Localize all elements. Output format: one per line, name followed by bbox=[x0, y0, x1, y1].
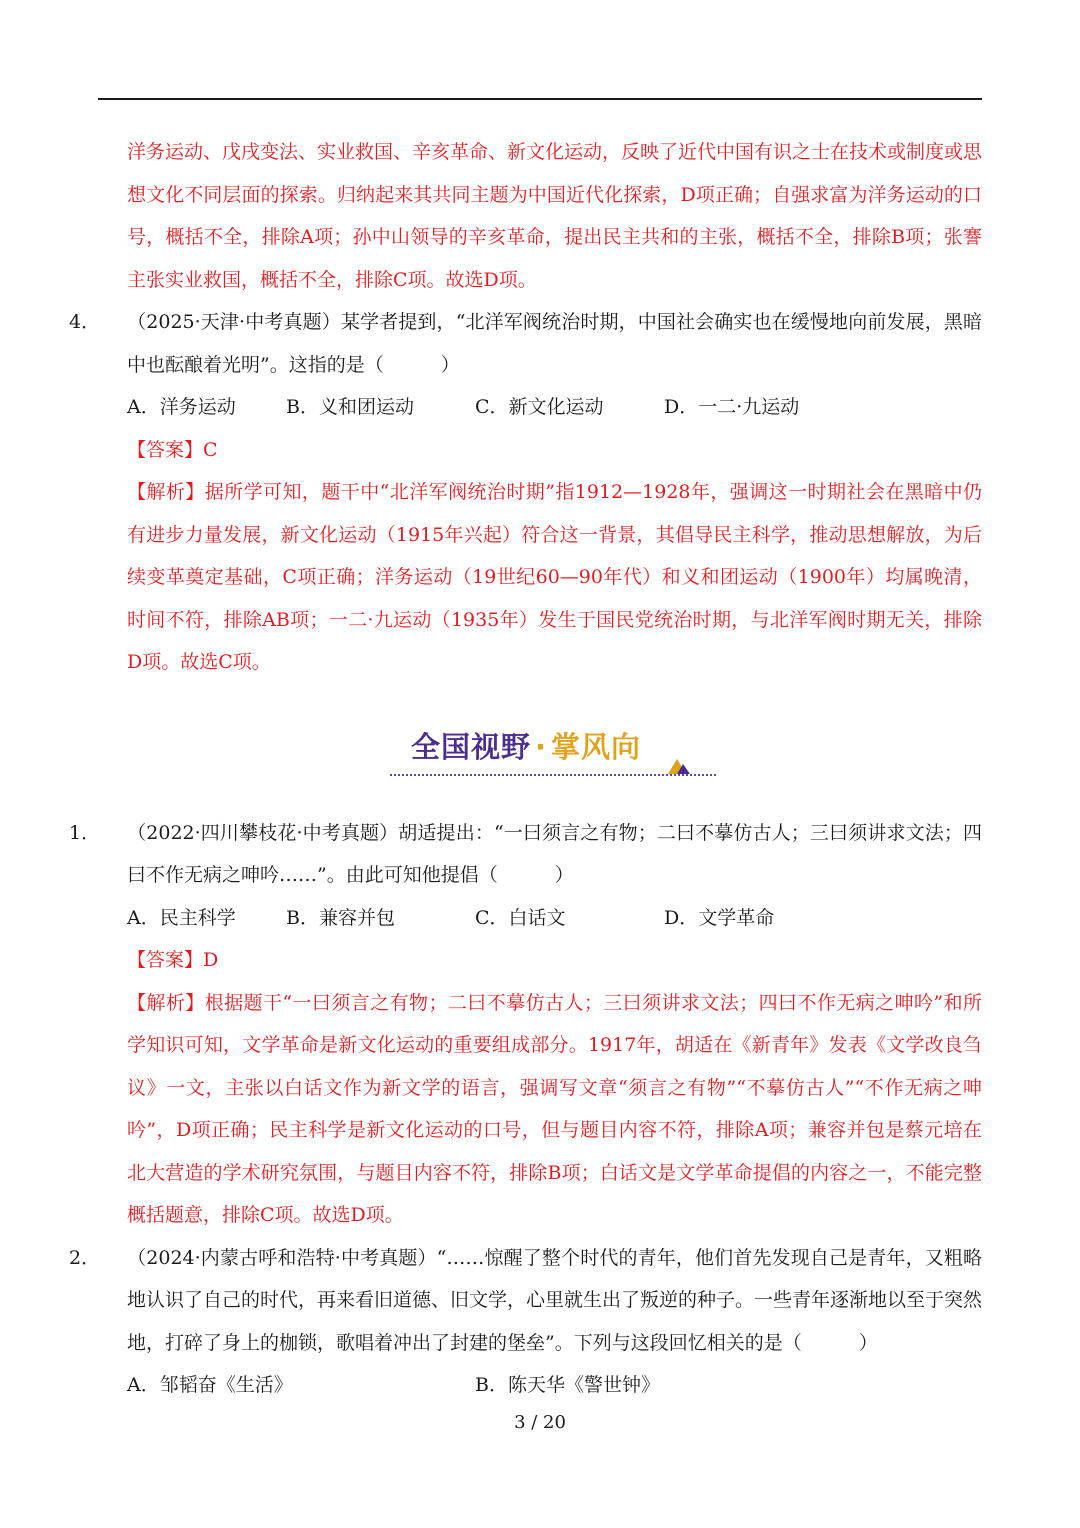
q1-option-d: D．文学革命 bbox=[664, 906, 775, 929]
q2-options bbox=[98, 1364, 982, 1407]
q1-stem-text: （2022·四川攀枝花·中考真题）胡适提出：“一曰须言之有物；二曰不摹仿古人；三曰须讲求文法；四曰不作无病之呻吟……”。由此可知他提倡（ ） bbox=[127, 821, 982, 886]
q3-analysis-tail: 洋务运动、戊戌变法、实业救国、辛亥革命、新文化运动，反映了近代中国有识之士在技术或制度或思想文化不同层面的探索。归纳起来其共同主题为中国近代化探索，D项正确；自强求富为洋务运动的口号，概括不全，排除A项；孙中山领导的辛亥革命，提出民主共和的主张，概括不全，排除B项；张謇主张实业救国，概括不全，排除C项。故选D项。 bbox=[127, 141, 983, 291]
q4-option-b: B．义和团运动 bbox=[286, 396, 414, 418]
q1-number: 1． bbox=[69, 821, 101, 844]
page-number: 3 / 20 bbox=[514, 1412, 566, 1433]
q1-options bbox=[98, 897, 982, 940]
q2-stem-text: （2024·内蒙古呼和浩特·中考真题）“……惊醒了整个时代的青年，他们首先发现自己是青年，又粗略地认识了自己的时代，再来看旧道德、旧文学，心里就生出了叛逆的种子。一些青年逐渐地以至于突然地，打碎了身上的枷锁，歌唱着冲出了封建的堡垒”。下列与这段回忆相关的是（ ） bbox=[127, 1246, 983, 1354]
q4-options bbox=[98, 386, 982, 429]
question-4 bbox=[69, 301, 982, 684]
q4-option-c: C．新文化运动 bbox=[475, 396, 604, 418]
q4-analysis: 【解析】据所学可知，题干中“北洋军阀统治时期”指1912—1928年，强调这一时期社会在黑暗中仍有进步力量发展，新文化运动（1915年兴起）符合这一背景，其倡导民主科学，推动思想解放，为后续变革奠定基础，C项正确；洋务运动（19世纪60—90年代）和义和团运动（1900年）均属晚清，时间不符，排除AB项；一二·九运动（1935年）发生于国民党统治时期，与北洋军阀时期无关，排除D项。故选C项。 bbox=[127, 481, 982, 673]
q2-option-a: A．邹韬奋《生活》 bbox=[127, 1374, 293, 1396]
q1-stem bbox=[69, 812, 982, 897]
q2-number: 2． bbox=[69, 1246, 101, 1269]
q4-option-a: A．洋务运动 bbox=[127, 396, 236, 418]
q4-option-d: D．一二·九运动 bbox=[664, 396, 800, 418]
section-banner bbox=[98, 684, 982, 812]
q4-stem-text: （2025·天津·中考真题）某学者提到，“北洋军阀统治时期，中国社会确实也在缓慢地向前发展，黑暗中也酝酿着光明”。这指的是（ ） bbox=[127, 311, 982, 376]
banner-title bbox=[411, 725, 641, 766]
q1-option-a: A．民主科学 bbox=[127, 906, 236, 929]
triangle-decoration-icon bbox=[666, 756, 692, 776]
q4-number: 4． bbox=[69, 311, 101, 333]
q1-option-b: B．兼容并包 bbox=[286, 906, 395, 929]
q2-stem bbox=[69, 1237, 983, 1365]
q2-option-b: B．陈天华《警世钟》 bbox=[475, 1374, 660, 1396]
q1-answer: 【答案】D bbox=[127, 949, 219, 971]
q1-option-c: C．白话文 bbox=[475, 906, 566, 929]
question-1 bbox=[69, 812, 982, 1237]
banner-part2: 掌风向 bbox=[551, 729, 642, 764]
page-content bbox=[69, 131, 983, 1407]
q4-stem bbox=[69, 301, 982, 386]
banner-dot: · bbox=[535, 729, 548, 764]
banner-part1: 全国视野 bbox=[411, 729, 532, 764]
q1-analysis: 【解析】根据题干“一曰须言之有物；二曰不摹仿古人；三曰须讲求文法；四曰不作无病之呻吟”和所学知识可知，文学革命是新文化运动的重要组成部分。1917年，胡适在《新青年》发表《文学改良刍议》一文，主张以白话文作为新文学的语言，强调写文章“须言之有物”“不摹仿古人”“不作无病之呻吟”，D项正确；民主科学是新文化运动的口号，但与题目内容不符，排除A项；兼容并包是蔡元培在北大营造的学术研究氛围，与题目内容不符，排除B项；白话文是文学革命提倡的内容之一，不能完整概括题意，排除C项。故选D项。 bbox=[127, 991, 982, 1226]
banner-underline bbox=[390, 774, 716, 776]
header-rule bbox=[98, 98, 982, 100]
q4-answer: 【答案】C bbox=[127, 438, 218, 461]
question-2 bbox=[69, 1237, 983, 1407]
